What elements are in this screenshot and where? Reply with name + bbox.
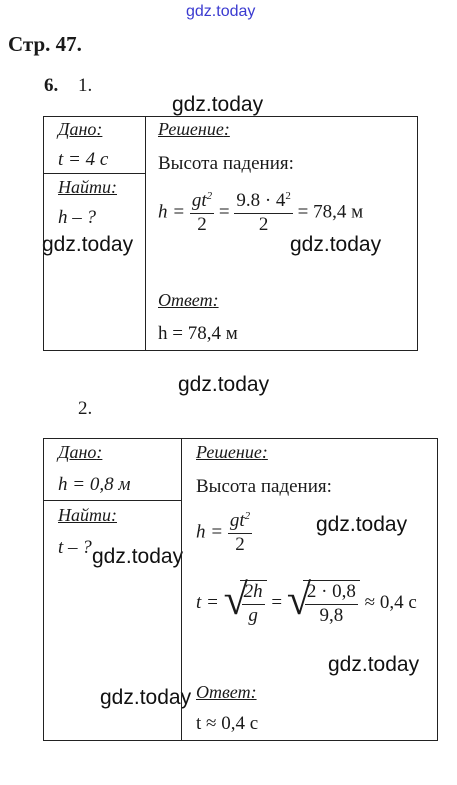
watermark: gdz.today bbox=[290, 233, 382, 256]
subproblem-2-number: 2. bbox=[78, 398, 93, 419]
watermark: gdz.today bbox=[100, 686, 192, 709]
watermark-top: gdz.today bbox=[186, 3, 256, 20]
watermark: gdz.today bbox=[328, 653, 420, 676]
time-formula: t = √ $\frac{2h}{g}$ = √ $\frac{2 \cdot 0,8}{9,8}$ ≈ 0,4 с bbox=[196, 575, 417, 626]
subproblem-1-number: 1. bbox=[78, 75, 93, 96]
given-value: t = 4 с bbox=[58, 149, 109, 170]
formula-lhs: h = bbox=[158, 201, 186, 223]
given-label: Дано: bbox=[58, 119, 103, 139]
exercise-number: 6. bbox=[44, 75, 59, 96]
find-value: h – ? bbox=[58, 207, 96, 228]
watermark: gdz.today bbox=[172, 93, 264, 116]
answer-label: Ответ: bbox=[158, 290, 219, 310]
solution-label: Решение: bbox=[158, 119, 230, 139]
given-label: Дано: bbox=[58, 442, 103, 462]
t-lhs: t = bbox=[196, 592, 219, 614]
divider bbox=[43, 173, 145, 174]
answer-value: h = 78,4 м bbox=[158, 323, 238, 344]
watermark: gdz.today bbox=[178, 373, 270, 396]
divider bbox=[145, 116, 146, 351]
watermark: gdz.today bbox=[92, 545, 184, 568]
given-value: h = 0,8 м bbox=[58, 474, 131, 495]
divider bbox=[181, 438, 182, 741]
result: = 78,4 м bbox=[297, 201, 364, 223]
watermark: gdz.today bbox=[316, 513, 408, 536]
fraction: $\frac{gt^2}{2}$ bbox=[191, 190, 213, 235]
formula bbox=[196, 510, 252, 557]
fraction: $\frac{gt^2}{2}$ bbox=[229, 510, 251, 555]
fraction: $\frac{9.8 \cdot 4^2}{2}$ bbox=[236, 190, 291, 235]
find-value: t – ? bbox=[58, 537, 92, 558]
find-label: Найти: bbox=[58, 177, 117, 197]
page-label: Стр. 47. bbox=[8, 32, 82, 56]
formula: h = $\frac{gt^2}{2}$ = $\frac{9.8 \cdot 4^2}{2}$ = 78,4 м bbox=[158, 190, 364, 235]
solution-text: Высота падения: bbox=[196, 476, 332, 497]
solution-label: Решение: bbox=[196, 442, 268, 462]
solution-text: Высота падения: bbox=[158, 153, 294, 174]
watermark: gdz.today bbox=[42, 233, 134, 256]
result: ≈ 0,4 с bbox=[364, 592, 417, 614]
square-root: √ $\frac{2 \cdot 0,8}{9,8}$ bbox=[287, 580, 360, 628]
answer-label: Ответ: bbox=[196, 682, 257, 702]
square-root: √ $\frac{2h}{g}$ bbox=[224, 580, 267, 628]
formula-lhs: h = bbox=[196, 521, 224, 543]
divider bbox=[43, 500, 181, 501]
find-label: Найти: bbox=[58, 505, 117, 525]
answer-value: t ≈ 0,4 с bbox=[196, 713, 259, 734]
